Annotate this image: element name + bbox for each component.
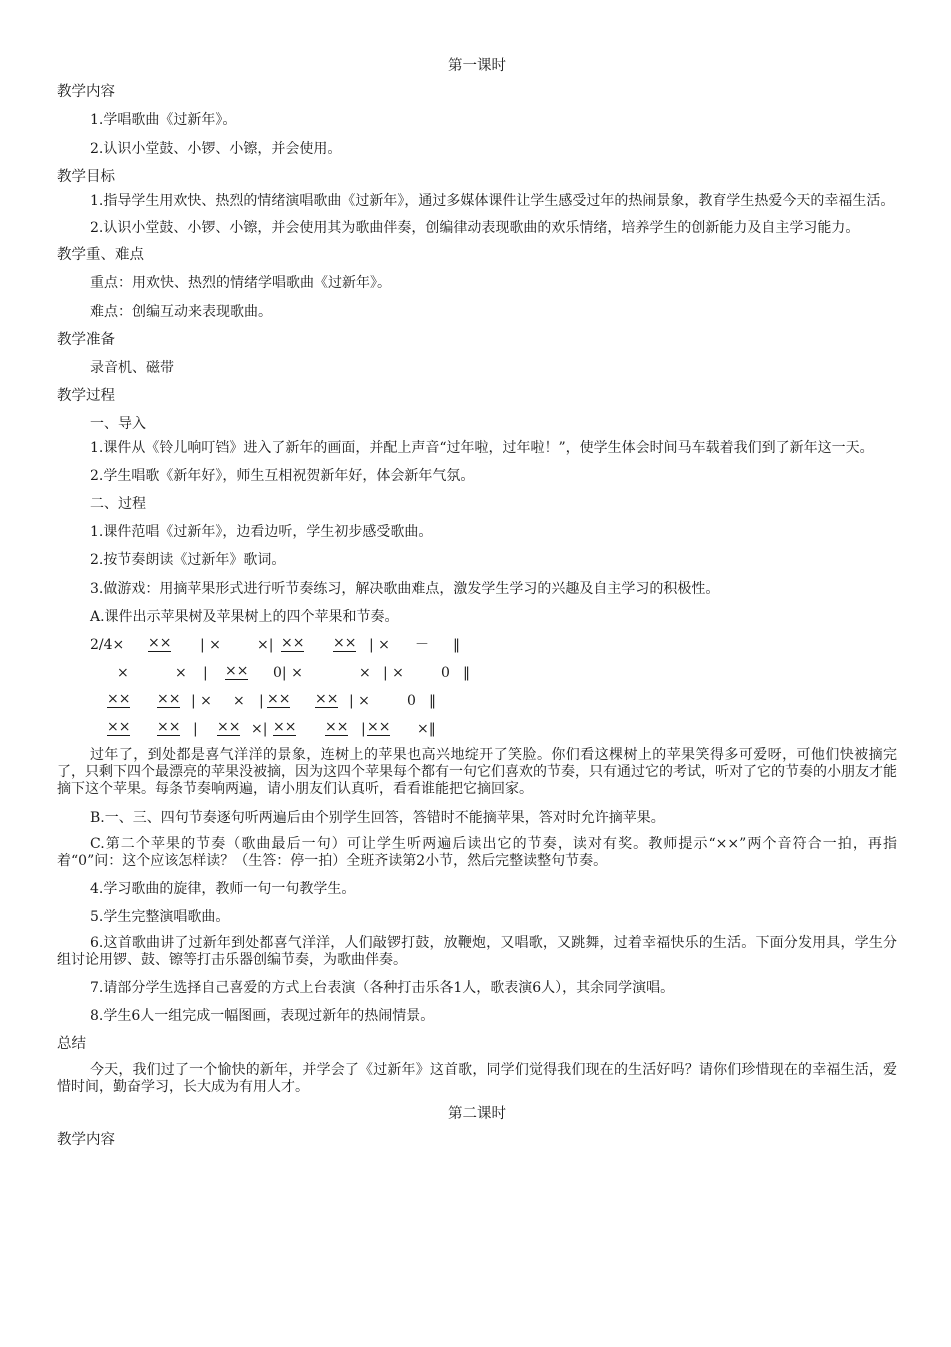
preparation-heading: 教学准备 xyxy=(57,332,115,348)
difficult-point: 难点：创编互动来表现歌曲。 xyxy=(90,304,272,320)
rhythm-token: ×× xyxy=(273,719,297,735)
objective-paragraph: 2.认识小堂鼓、小锣、小镲，并会使用其为歌曲伴奏，创编律动表现歌曲的欢乐情绪，培养学生的创新能力及自主学习能力。 xyxy=(90,220,860,236)
rhythm-token: ×| xyxy=(251,721,268,737)
intro-paragraph: 1.课件从《铃儿响叮铛》进入了新年的画面，并配上声音“过年啦，过年啦！”，使学生体会时间马车载着我们到了新年这一天。 xyxy=(90,440,874,456)
rhythm-token: | xyxy=(259,693,264,709)
rhythm-token: ×× xyxy=(225,663,249,679)
rhythm-line-3 xyxy=(57,691,897,711)
rhythm-line-4 xyxy=(57,719,897,739)
rhythm-token: | × xyxy=(191,693,212,709)
lesson-1-title: 第一课时 xyxy=(448,58,506,74)
step: 2.按节奏朗读《过新年》歌词。 xyxy=(90,552,286,568)
intro-heading: 一、导入 xyxy=(90,416,146,432)
rhythm-token: | × xyxy=(369,637,390,653)
key-points-heading: 教学重、难点 xyxy=(57,247,144,263)
rhythm-token: ×× xyxy=(325,719,349,735)
rhythm-token: ‖ xyxy=(463,665,470,681)
rhythm-token: － xyxy=(415,637,429,653)
objective-paragraph: 1.指导学生用欢快、热烈的情绪演唱歌曲《过新年》，通过多媒体课件让学生感受过年的热闹景象，教育学生热爱今天的幸福生活。 xyxy=(90,193,895,209)
step: 3.做游戏：用摘苹果形式进行听节奏练习，解决歌曲难点，激发学生学习的兴趣及自主学习的积极性。 xyxy=(90,581,720,597)
step: 8.学生6人一组完成一幅图画，表现过新年的热闹情景。 xyxy=(90,1008,435,1024)
rhythm-token: ×× xyxy=(107,691,131,707)
content-heading: 教学内容 xyxy=(57,84,115,100)
rhythm-token: ×× xyxy=(333,635,357,651)
rhythm-line-1 xyxy=(57,635,897,655)
rhythm-token: | × xyxy=(200,637,221,653)
summary-paragraph: 今天，我们过了一个愉快的新年，并学会了《过新年》这首歌，同学们觉得我们现在的生活好吗？请你们珍惜现在的幸福生活，爱惜时间，勤奋学习，长大成为有用人才。 xyxy=(57,1062,897,1095)
rhythm-token: 0 xyxy=(441,665,450,681)
story-paragraph: 过年了，到处都是喜气洋洋的景象，连树上的苹果也高兴地绽开了笑脸。你们看这棵树上的苹果笑得多可爱呀，可他们快被摘完了，只剩下四个最漂亮的苹果没被摘，因为这四个苹果每个都有一句它们喜欢的节奏，只有通过它的考试，听对了它的节奏的小朋友才能摘下这个苹果。每条节奏响两遍，请小朋友们认真听，看看谁能把它摘回家。 xyxy=(57,747,897,797)
rhythm-token: ×× xyxy=(267,691,291,707)
rhythm-token: | xyxy=(193,721,198,737)
rhythm-token: × xyxy=(117,665,129,681)
rhythm-token: ×× xyxy=(315,691,339,707)
preparation-text: 录音机、磁带 xyxy=(90,360,174,376)
intro-paragraph: 2.学生唱歌《新年好》，师生互相祝贺新年好，体会新年气氛。 xyxy=(90,468,475,484)
rhythm-token: | × xyxy=(349,693,370,709)
rhythm-token: | × xyxy=(383,665,404,681)
rhythm-notation xyxy=(57,635,897,739)
rhythm-token: 2/4× xyxy=(90,637,125,653)
process-sub-heading: 二、过程 xyxy=(90,496,146,512)
step: 7.请部分学生选择自己喜爱的方式上台表演（各种打击乐各1人，歌表演6人），其余同学演唱。 xyxy=(90,980,675,996)
rhythm-token: 0| × xyxy=(273,665,303,681)
rhythm-token: × xyxy=(359,665,371,681)
document-page xyxy=(57,56,897,1150)
rhythm-token: ×× xyxy=(367,719,391,735)
content-item: 1.学唱歌曲《过新年》。 xyxy=(90,112,237,128)
lesson-2-title: 第二课时 xyxy=(448,1106,506,1122)
rhythm-token: ‖ xyxy=(429,693,436,709)
rhythm-token: | xyxy=(361,721,366,737)
rhythm-token: ×‖ xyxy=(417,721,436,737)
step: 5.学生完整演唱歌曲。 xyxy=(90,909,230,925)
key-point: 重点：用欢快、热烈的情绪学唱歌曲《过新年》。 xyxy=(90,275,391,291)
rhythm-token: 0 xyxy=(407,693,416,709)
rhythm-token: ×× xyxy=(107,719,131,735)
rhythm-token: ‖ xyxy=(453,637,460,653)
step: C.第二个苹果的节奏（歌曲最后一句）可让学生听两遍后读出它的节奏，读对有奖。教师提示“××”两个音符合一拍，再指着“0”问：这个应该怎样读？（生答：停一拍）全班齐读第2小节，然后完整读整句节奏。 xyxy=(57,836,897,869)
rhythm-token: | xyxy=(203,665,208,681)
rhythm-token: ×× xyxy=(148,635,172,651)
rhythm-token: ×× xyxy=(157,719,181,735)
rhythm-token: ×| xyxy=(257,637,274,653)
process-heading: 教学过程 xyxy=(57,388,115,404)
rhythm-token: ×× xyxy=(157,691,181,707)
step: A.课件出示苹果树及苹果树上的四个苹果和节奏。 xyxy=(90,609,399,625)
step: B.一、三、四句节奏逐句听两遍后由个别学生回答，答错时不能摘苹果，答对时允许摘苹果。 xyxy=(90,810,665,826)
content-item: 2.认识小堂鼓、小锣、小镲，并会使用。 xyxy=(90,141,342,157)
rhythm-token: × xyxy=(175,665,187,681)
step: 4.学习歌曲的旋律，教师一句一句教学生。 xyxy=(90,881,356,897)
step: 1.课件范唱《过新年》，边看边听，学生初步感受歌曲。 xyxy=(90,524,433,540)
rhythm-token: × xyxy=(233,693,245,709)
rhythm-line-2 xyxy=(57,663,897,683)
objectives-heading: 教学目标 xyxy=(57,169,115,185)
content-heading: 教学内容 xyxy=(57,1132,115,1148)
rhythm-token: ×× xyxy=(281,635,305,651)
step: 6.这首歌曲讲了过新年到处都喜气洋洋，人们敲锣打鼓，放鞭炮，又唱歌，又跳舞，过着幸福快乐的生活。下面分发用具，学生分组讨论用锣、鼓、镲等打击乐器创编节奏，为歌曲伴奏。 xyxy=(57,935,897,968)
rhythm-token: ×× xyxy=(217,719,241,735)
summary-heading: 总结 xyxy=(57,1036,86,1052)
